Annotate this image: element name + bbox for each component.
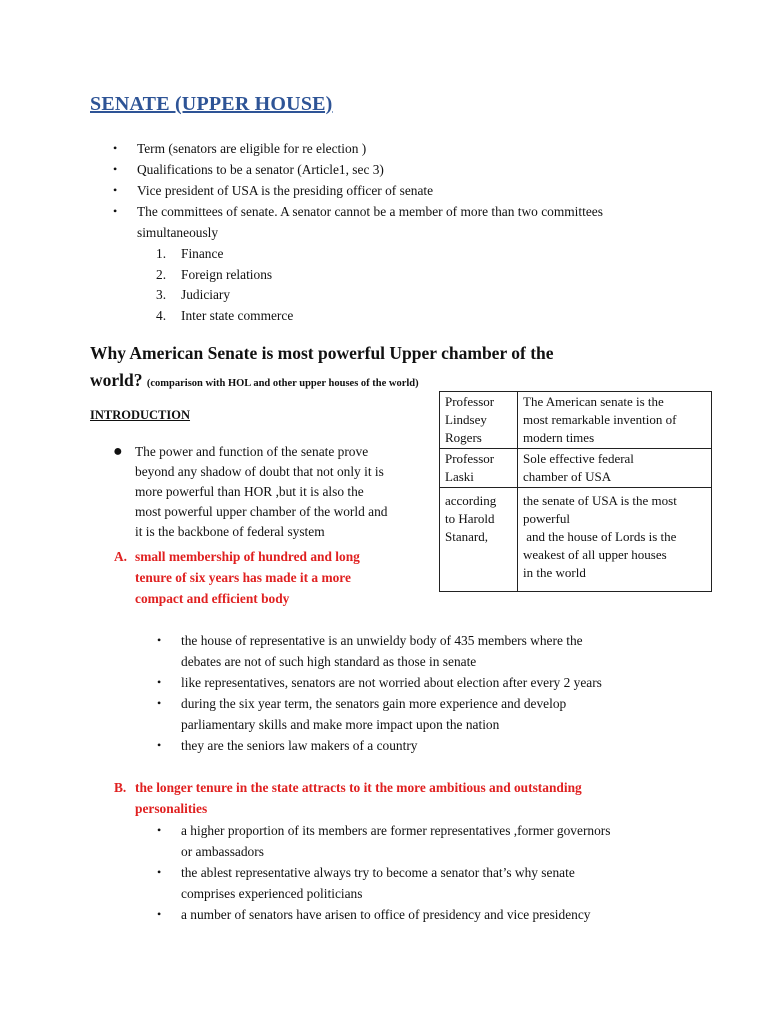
- bullet-icon: •: [157, 738, 162, 752]
- table-cell-quote: Sole effective federal chamber of USA: [518, 449, 712, 488]
- table-row: [440, 449, 712, 488]
- bullet-icon: •: [113, 183, 118, 197]
- list-item: 2. Foreign relations: [156, 266, 273, 282]
- question-subtitle: (comparison with HOL and other upper houses of the world): [146, 378, 419, 389]
- table-cell-author: according to Harold Stanard,: [440, 488, 518, 592]
- section-a-title: A. small membership of hundred and long tenure of six years has made it a more compact and efficient body: [114, 549, 360, 606]
- list-item: • Vice president of USA is the presiding officer of senate: [137, 180, 603, 201]
- list-item: • like representatives, senators are not worried about election after every 2 years: [181, 672, 602, 693]
- table-cell-quote: The American senate is the most remarkable invention of modern times: [518, 392, 712, 449]
- section-question: Why American Senate is most powerful Upper chamber of the world? (comparison with HOL and other upper houses of the world): [90, 343, 554, 390]
- bullet-icon: •: [113, 141, 118, 155]
- list-item: • a number of senators have arisen to office of presidency and vice presidency: [181, 904, 610, 925]
- bullet-icon: •: [157, 865, 162, 879]
- list-item: • the ablest representative always try to become a senator that’s why senate comprises experienced politicians: [181, 862, 610, 904]
- table-cell-author: Professor Laski: [440, 449, 518, 488]
- list-item: • Qualifications to be a senator (Article1, sec 3): [137, 159, 603, 180]
- list-item: 3. Judiciary: [156, 287, 231, 302]
- bullet-icon: •: [157, 907, 162, 921]
- senate-facts-list: [113, 138, 603, 243]
- list-item: 1. Finance: [156, 246, 224, 261]
- list-item: • a higher proportion of its members are former representatives ,former governors or ambassadors: [181, 820, 610, 862]
- page-title: SENATE (UPPER HOUSE): [90, 93, 333, 115]
- table-cell-quote: the senate of USA is the most powerful and the house of Lords is the weakest of all upper houses in the world: [518, 488, 712, 592]
- bullet-icon: •: [157, 823, 162, 837]
- section-b-list: [157, 820, 611, 925]
- bullet-icon: •: [113, 204, 118, 218]
- list-item: • during the six year term, the senators gain more experience and develop parliamentary skills and make more impact upon the nation: [181, 693, 602, 735]
- table-row: [440, 488, 712, 592]
- section-b-title: B. the longer tenure in the state attracts to it the more ambitious and outstanding personalities: [114, 780, 582, 816]
- bullet-icon: •: [157, 633, 162, 647]
- list-item: 4. Inter state commerce: [156, 307, 294, 323]
- bullet-icon: •: [113, 162, 118, 176]
- table-cell-author: Professor Lindsey Rogers: [440, 392, 518, 449]
- committees-list: [156, 244, 294, 326]
- bullet-icon: ●: [113, 443, 123, 460]
- bullet-icon: •: [157, 675, 162, 689]
- list-item-continuation: simultaneously: [137, 225, 219, 240]
- section-a-list: [157, 630, 602, 756]
- bullet-icon: •: [157, 696, 162, 710]
- list-item: • they are the seniors law makers of a country: [181, 735, 602, 756]
- list-item: • The committees of senate. A senator cannot be a member of more than two committees: [137, 201, 603, 222]
- introduction-paragraph: The power and function of the senate prove beyond any shadow of doubt that not only it is more powerful than HOR ,but it is also the most powerful upper chamber of the world and it is the backbone of federal system: [135, 444, 388, 539]
- quotes-table: [439, 391, 712, 592]
- introduction-label: INTRODUCTION: [90, 408, 191, 422]
- list-item: • the house of representative is an unwieldy body of 435 members where the debates are not of such high standard as those in senate: [181, 630, 602, 672]
- table-row: [440, 392, 712, 449]
- list-item: • Term (senators are eligible for re election ): [137, 138, 603, 159]
